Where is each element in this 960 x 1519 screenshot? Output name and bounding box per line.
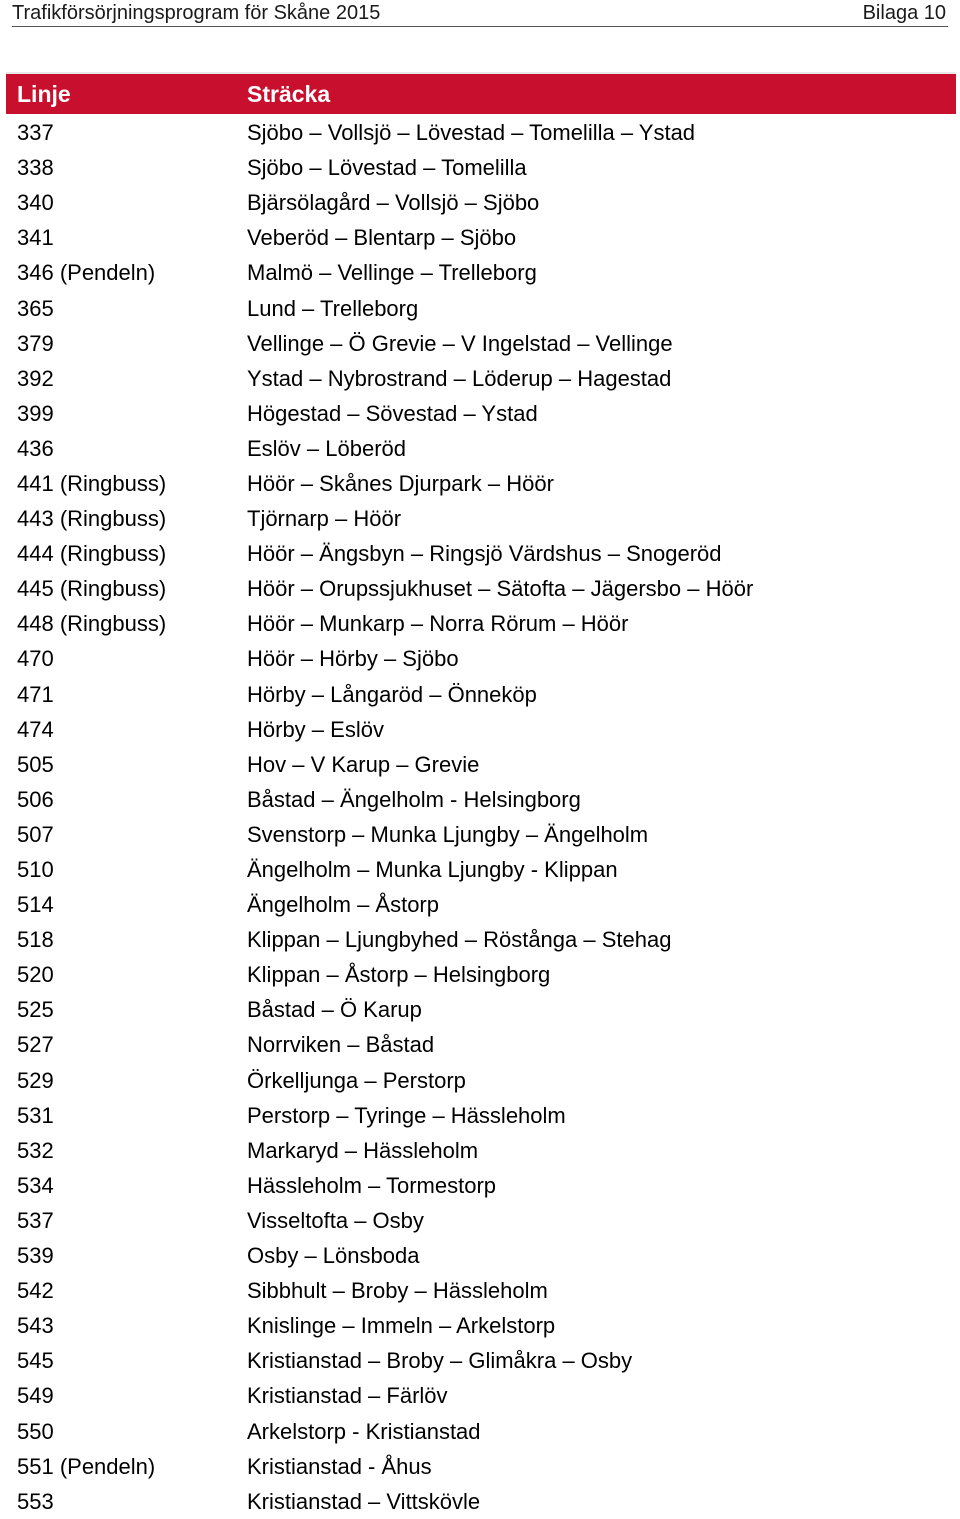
route-stretch: Vellinge – Ö Grevie – V Ingelstad – Vellinge <box>247 330 673 356</box>
route-stretch: Klippan – Åstorp – Helsingborg <box>247 962 551 988</box>
route-stretch: Kristianstad - Åhus <box>247 1453 432 1479</box>
line-number: 474 <box>17 716 54 742</box>
route-stretch: Höör – Ängsbyn – Ringsjö Värdshus – Snogeröd <box>247 541 722 567</box>
table-row <box>6 641 956 676</box>
route-stretch: Visseltofta – Osby <box>247 1207 424 1233</box>
table-row <box>6 466 956 501</box>
line-number: 507 <box>17 821 54 847</box>
table-row <box>6 747 956 782</box>
table-row <box>6 501 956 536</box>
line-number: 506 <box>17 786 54 812</box>
table-row <box>6 1273 956 1308</box>
line-number: 392 <box>17 365 54 391</box>
line-number: 448 (Ringbuss) <box>17 611 167 637</box>
line-number: 441 (Ringbuss) <box>17 470 167 496</box>
line-number: 518 <box>17 927 54 953</box>
table-row <box>6 150 956 185</box>
route-stretch: Sjöbo – Lövestad – Tomelilla <box>247 155 527 181</box>
table-row <box>6 326 956 361</box>
line-number: 365 <box>17 295 54 321</box>
route-stretch: Lund – Trelleborg <box>247 295 419 321</box>
table-row <box>6 255 956 290</box>
route-stretch: Hässleholm – Tormestorp <box>247 1172 497 1198</box>
line-number: 520 <box>17 962 54 988</box>
route-stretch: Malmö – Vellinge – Trelleborg <box>247 260 537 286</box>
line-number: 471 <box>17 681 54 707</box>
line-number: 341 <box>17 225 54 251</box>
table-row <box>6 361 956 396</box>
table-header <box>6 72 956 114</box>
route-stretch: Eslöv – Löberöd <box>247 435 406 461</box>
line-number: 534 <box>17 1172 54 1198</box>
line-number: 525 <box>17 997 54 1023</box>
route-stretch: Sibbhult – Broby – Hässleholm <box>247 1278 548 1304</box>
table-row <box>6 1484 956 1519</box>
route-stretch: Kristianstad – Broby – Glimåkra – Osby <box>247 1348 633 1374</box>
route-stretch: Markaryd – Hässleholm <box>247 1137 479 1163</box>
line-number: 549 <box>17 1383 54 1409</box>
route-stretch: Tjörnarp – Höör <box>247 506 402 532</box>
table-row <box>6 1063 956 1098</box>
table-row <box>6 1027 956 1062</box>
appendix-label: Bilaga 10 <box>862 1 946 24</box>
table-row <box>6 992 956 1027</box>
line-number: 338 <box>17 155 54 181</box>
table-row <box>6 220 956 255</box>
line-number: 445 (Ringbuss) <box>17 576 167 602</box>
route-stretch: Kristianstad – Vittskövle <box>247 1488 481 1514</box>
table-row <box>6 817 956 852</box>
table-row <box>6 185 956 220</box>
line-number: 514 <box>17 892 54 918</box>
table-row <box>6 922 956 957</box>
route-stretch: Norrviken – Båstad <box>247 1032 435 1058</box>
table-row <box>6 852 956 887</box>
route-stretch: Höör – Hörby – Sjöbo <box>247 646 459 672</box>
line-number: 543 <box>17 1313 54 1339</box>
line-number: 443 (Ringbuss) <box>17 506 167 532</box>
route-stretch: Knislinge – Immeln – Arkelstorp <box>247 1313 556 1339</box>
table-row <box>6 1413 956 1448</box>
route-stretch: Ystad – Nybrostrand – Löderup – Hagestad <box>247 365 672 391</box>
route-table <box>6 72 956 1519</box>
line-number: 542 <box>17 1278 54 1304</box>
route-stretch: Båstad – Ö Karup <box>247 997 422 1023</box>
table-row <box>6 782 956 817</box>
route-stretch: Arkelstorp - Kristianstad <box>247 1418 481 1444</box>
table-row <box>6 290 956 325</box>
line-number: 337 <box>17 120 54 146</box>
line-number: 529 <box>17 1067 54 1093</box>
route-stretch: Hörby – Långaröd – Önneköp <box>247 681 537 707</box>
route-stretch: Osby – Lönsboda <box>247 1243 420 1269</box>
table-row <box>6 1133 956 1168</box>
line-number: 470 <box>17 646 54 672</box>
table-row <box>6 1449 956 1484</box>
route-stretch: Kristianstad – Färlöv <box>247 1383 448 1409</box>
table-row <box>6 1238 956 1273</box>
line-number: 545 <box>17 1348 54 1374</box>
route-stretch: Höör – Skånes Djurpark – Höör <box>247 470 554 496</box>
line-number: 531 <box>17 1102 54 1128</box>
line-number: 532 <box>17 1137 54 1163</box>
table-row <box>6 1098 956 1133</box>
column-header-route: Sträcka <box>247 80 331 107</box>
route-stretch: Hov – V Karup – Grevie <box>247 751 480 777</box>
table-row <box>6 115 956 150</box>
route-stretch: Höör – Orupssjukhuset – Sätofta – Jägersbo – Höör <box>247 576 754 602</box>
table-row <box>6 1343 956 1378</box>
line-number: 346 (Pendeln) <box>17 260 156 286</box>
route-stretch: Höör – Munkarp – Norra Rörum – Höör <box>247 611 629 637</box>
line-number: 436 <box>17 435 54 461</box>
table-row <box>6 1308 956 1343</box>
table-row <box>6 571 956 606</box>
route-stretch: Hörby – Eslöv <box>247 716 384 742</box>
document-title: Trafikförsörjningsprogram för Skåne 2015 <box>12 1 381 24</box>
line-number: 551 (Pendeln) <box>17 1453 156 1479</box>
table-row <box>6 957 956 992</box>
route-stretch: Båstad – Ängelholm - Helsingborg <box>247 786 581 812</box>
table-row <box>6 677 956 712</box>
table-row <box>6 1378 956 1413</box>
line-number: 340 <box>17 190 54 216</box>
route-stretch: Högestad – Sövestad – Ystad <box>247 400 538 426</box>
line-number: 539 <box>17 1243 54 1269</box>
route-stretch: Svenstorp – Munka Ljungby – Ängelholm <box>247 821 649 847</box>
route-stretch: Örkelljunga – Perstorp <box>247 1067 466 1093</box>
table-row <box>6 712 956 747</box>
route-stretch: Sjöbo – Vollsjö – Lövestad – Tomelilla – Ystad <box>247 120 696 146</box>
table-row <box>6 431 956 466</box>
line-number: 399 <box>17 400 54 426</box>
table-body <box>6 114 956 1519</box>
table-row <box>6 1203 956 1238</box>
route-stretch: Bjärsölagård – Vollsjö – Sjöbo <box>247 190 540 216</box>
line-number: 553 <box>17 1488 54 1514</box>
line-number: 505 <box>17 751 54 777</box>
page-header <box>12 0 948 27</box>
route-stretch: Ängelholm – Munka Ljungby - Klippan <box>247 857 618 883</box>
line-number: 537 <box>17 1207 54 1233</box>
route-stretch: Perstorp – Tyringe – Hässleholm <box>247 1102 566 1128</box>
column-header-line: Linje <box>17 80 71 107</box>
line-number: 444 (Ringbuss) <box>17 541 167 567</box>
route-stretch: Klippan – Ljungbyhed – Röstånga – Stehag <box>247 927 672 953</box>
table-row <box>6 536 956 571</box>
line-number: 550 <box>17 1418 54 1444</box>
line-number: 527 <box>17 1032 54 1058</box>
table-row <box>6 606 956 641</box>
route-stretch: Veberöd – Blentarp – Sjöbo <box>247 225 517 251</box>
line-number: 510 <box>17 857 54 883</box>
route-stretch: Ängelholm – Åstorp <box>247 892 439 918</box>
line-number: 379 <box>17 330 54 356</box>
table-row <box>6 1168 956 1203</box>
table-row <box>6 396 956 431</box>
table-row <box>6 887 956 922</box>
